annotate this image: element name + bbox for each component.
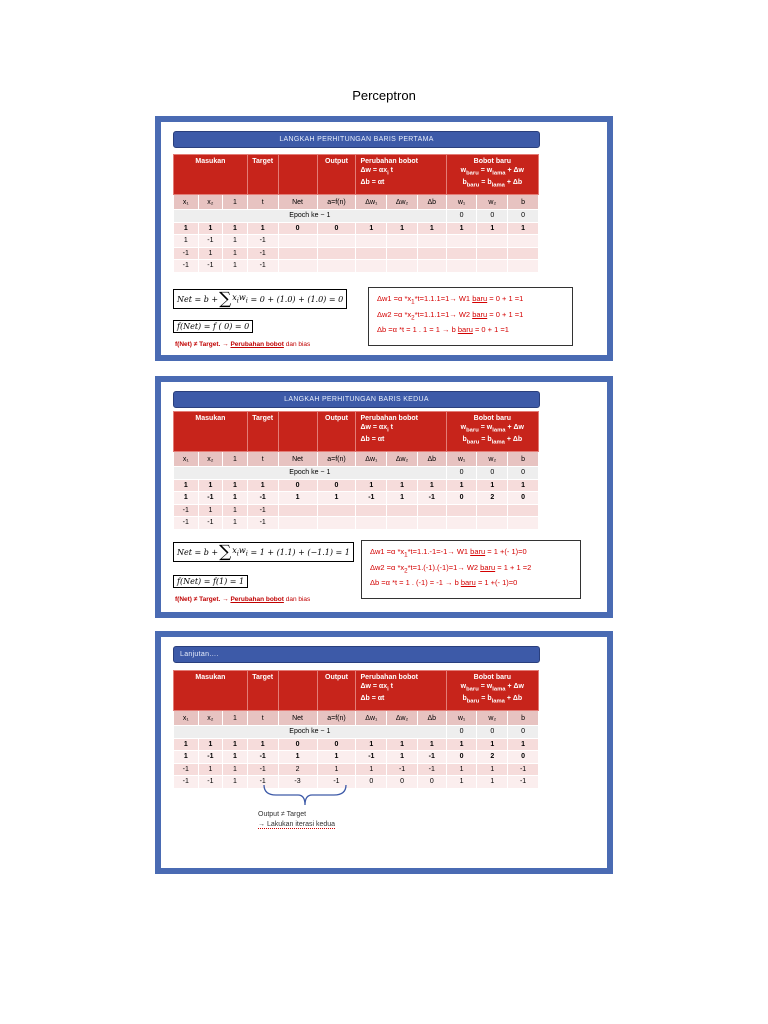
- table-cell: [417, 260, 446, 273]
- table-cell: 1: [387, 751, 418, 764]
- subheader-cell: Δb: [417, 711, 446, 726]
- table-cell: [387, 260, 418, 273]
- table-cell: 1: [446, 738, 477, 751]
- init-weight: 0: [477, 210, 508, 223]
- table-cell: [278, 247, 317, 260]
- table-cell: [477, 235, 508, 248]
- subheader-row: [174, 711, 539, 726]
- table-cell: 1: [317, 763, 356, 776]
- table-cell: 1: [174, 479, 199, 492]
- update-line: Δw1 =α $*x_1*t=1.1.1=1\to W1$ baru = 0 + 1 =1: [377, 294, 524, 306]
- subheader-cell: x₂: [198, 711, 223, 726]
- table-cell: 1: [198, 479, 223, 492]
- table-cell: 1: [174, 738, 199, 751]
- subheader-cell: x₁: [174, 452, 199, 467]
- table-cell: -1: [174, 776, 199, 789]
- table-cell: 1: [198, 247, 223, 260]
- col-target: Target: [247, 155, 278, 195]
- table-cell: [356, 247, 387, 260]
- col-target: Target: [247, 412, 278, 452]
- activation-formula: f(Net) = f(1) = 1: [173, 575, 248, 588]
- slide-continued: [155, 631, 613, 874]
- subheader-cell: b: [508, 711, 539, 726]
- subheader-cell: x₁: [174, 711, 199, 726]
- subheader-cell: t: [247, 711, 278, 726]
- subheader-cell: x₂: [198, 195, 223, 210]
- table-cell: [317, 247, 356, 260]
- table-cell: -3: [278, 776, 317, 789]
- header-row: [174, 412, 539, 452]
- table-cell: [477, 504, 508, 517]
- table-cell: 1: [356, 222, 387, 235]
- table-cell: -1: [417, 751, 446, 764]
- table-cell: [278, 260, 317, 273]
- subheader-cell: Δw₁: [356, 711, 387, 726]
- brace-icon: [262, 783, 348, 807]
- table-cell: -1: [198, 235, 223, 248]
- table-cell: [446, 504, 477, 517]
- slide-row-one: [155, 116, 613, 361]
- table-cell: 1: [174, 235, 199, 248]
- table-cell: 1: [223, 763, 248, 776]
- table-cell: -1: [247, 492, 278, 505]
- subheader-cell: Net: [278, 452, 317, 467]
- computation-table: [173, 154, 539, 273]
- table-cell: 1: [317, 751, 356, 764]
- table-cell: 0: [356, 776, 387, 789]
- col-masukan: Masukan: [174, 412, 248, 452]
- table-cell: -1: [317, 776, 356, 789]
- table-cell: [356, 504, 387, 517]
- table-cell: 1: [356, 763, 387, 776]
- subheader-cell: Net: [278, 195, 317, 210]
- subheader-cell: Net: [278, 711, 317, 726]
- table-cell: 1: [198, 738, 223, 751]
- table-cell: -1: [417, 492, 446, 505]
- table-cell: 1: [387, 492, 418, 505]
- computation-table: [173, 411, 539, 530]
- table-row: [174, 517, 539, 530]
- activation-formula: f(Net) = f ( 0) = 0: [173, 320, 253, 333]
- table-cell: 1: [223, 517, 248, 530]
- init-weight: 0: [446, 210, 477, 223]
- table-cell: [446, 247, 477, 260]
- subheader-cell: a=f(n): [317, 195, 356, 210]
- table-cell: -1: [198, 260, 223, 273]
- slide-banner: LANGKAH PERHITUNGAN BARIS KEDUA: [173, 391, 540, 408]
- col-perubahan: Perubahan bobot $\Delta w = \alpha x_i$ t Δb = αt: [356, 671, 446, 711]
- table-cell: 1: [223, 479, 248, 492]
- epoch-label: Epoch ke − 1: [174, 726, 447, 739]
- table-cell: [508, 504, 539, 517]
- table-cell: 0: [278, 222, 317, 235]
- init-weight: 0: [477, 467, 508, 480]
- table-cell: 1: [317, 492, 356, 505]
- table-cell: -1: [356, 492, 387, 505]
- table-cell: -1: [198, 751, 223, 764]
- table-cell: 0: [387, 776, 418, 789]
- table-cell: [356, 517, 387, 530]
- table-cell: 1: [247, 222, 278, 235]
- table-cell: -1: [387, 763, 418, 776]
- subheader-cell: a=f(n): [317, 452, 356, 467]
- subheader-cell: w₁: [446, 452, 477, 467]
- target-note: f(Net) ≠ Target. → Perubahan bobot dan bias: [175, 596, 311, 603]
- table-cell: [387, 247, 418, 260]
- table-cell: 1: [223, 235, 248, 248]
- table-cell: 1: [387, 222, 418, 235]
- table-row: [174, 247, 539, 260]
- table-cell: [446, 260, 477, 273]
- table-row: [174, 235, 539, 248]
- table-cell: 1: [223, 504, 248, 517]
- weight-update-box: [368, 287, 573, 346]
- table-cell: 1: [446, 763, 477, 776]
- table-cell: -1: [174, 247, 199, 260]
- subheader-cell: 1: [223, 195, 248, 210]
- epoch-label: Epoch ke − 1: [174, 210, 447, 223]
- table-cell: 1: [508, 738, 539, 751]
- table-cell: 1: [417, 222, 446, 235]
- header-row: [174, 155, 539, 195]
- table-cell: 2: [278, 763, 317, 776]
- update-line: Δw2 =α $*x_2*t=1.(-1).(-1)=1\to W2$ baru = 1 + 1 =2: [370, 562, 532, 574]
- subheader-cell: Δb: [417, 195, 446, 210]
- table-cell: 1: [198, 222, 223, 235]
- update-line: Δb =α *t = 1 . (-1) = -1 → b baru = 1 +(- 1)=0: [370, 578, 518, 587]
- col-empty: [278, 671, 317, 711]
- table-cell: [317, 517, 356, 530]
- init-weight: 0: [508, 726, 539, 739]
- subheader-cell: 1: [223, 711, 248, 726]
- table-cell: [477, 247, 508, 260]
- init-weight: 0: [508, 467, 539, 480]
- table-cell: 1: [278, 751, 317, 764]
- subheader-cell: x₁: [174, 195, 199, 210]
- table-cell: -1: [174, 504, 199, 517]
- subheader-cell: t: [247, 452, 278, 467]
- table-cell: 1: [223, 260, 248, 273]
- table-cell: 1: [446, 222, 477, 235]
- epoch-row: [174, 210, 539, 223]
- table-cell: [417, 504, 446, 517]
- table-cell: 1: [508, 222, 539, 235]
- table-cell: -1: [508, 776, 539, 789]
- table-cell: 0: [446, 492, 477, 505]
- col-perubahan: Perubahan bobot $\Delta w = \alpha x_i$ t Δb = αt: [356, 412, 446, 452]
- table-cell: 0: [417, 776, 446, 789]
- table-cell: 1: [477, 776, 508, 789]
- table-cell: 1: [223, 492, 248, 505]
- subheader-cell: x₂: [198, 452, 223, 467]
- table-cell: -1: [356, 751, 387, 764]
- table-cell: 1: [247, 738, 278, 751]
- init-weight: 0: [477, 726, 508, 739]
- table-cell: -1: [417, 763, 446, 776]
- subheader-cell: a=f(n): [317, 711, 356, 726]
- subheader-row: [174, 452, 539, 467]
- table-cell: 0: [278, 738, 317, 751]
- table-cell: [508, 260, 539, 273]
- slide-row-two: [155, 376, 613, 618]
- subheader-cell: Δw₁: [356, 195, 387, 210]
- table-cell: 1: [387, 738, 418, 751]
- table-cell: 1: [278, 492, 317, 505]
- subheader-cell: w₂: [477, 195, 508, 210]
- subheader-cell: b: [508, 452, 539, 467]
- table-cell: 1: [356, 738, 387, 751]
- table-cell: [446, 517, 477, 530]
- net-formula: Net = b + ∑ $x_iw_i$ = 0 + (1.0) + (1.0) = 0: [173, 289, 347, 309]
- col-empty: [278, 155, 317, 195]
- table-cell: [387, 504, 418, 517]
- subheader-cell: Δw₂: [387, 711, 418, 726]
- table-cell: [477, 260, 508, 273]
- subheader-cell: Δw₁: [356, 452, 387, 467]
- table-cell: 0: [278, 479, 317, 492]
- table-cell: 0: [508, 751, 539, 764]
- table-cell: 1: [198, 504, 223, 517]
- table-cell: [477, 517, 508, 530]
- table-cell: 1: [477, 222, 508, 235]
- table-cell: 1: [508, 479, 539, 492]
- table-row: [174, 492, 539, 505]
- table-cell: 1: [417, 738, 446, 751]
- epoch-label: Epoch ke − 1: [174, 467, 447, 480]
- col-output: Output: [317, 155, 356, 195]
- computation-table: [173, 670, 539, 789]
- table-cell: 1: [477, 738, 508, 751]
- table-cell: 1: [174, 222, 199, 235]
- init-weight: 0: [446, 467, 477, 480]
- slide-banner: LANGKAH PERHITUNGAN BARIS PERTAMA: [173, 131, 540, 148]
- target-note: f(Net) ≠ Target. → Perubahan bobot dan bias: [175, 341, 311, 348]
- table-cell: [278, 235, 317, 248]
- table-cell: 1: [174, 751, 199, 764]
- table-cell: -1: [508, 763, 539, 776]
- table-cell: -1: [247, 751, 278, 764]
- subheader-cell: w₁: [446, 195, 477, 210]
- table-cell: 1: [417, 479, 446, 492]
- table-cell: -1: [247, 776, 278, 789]
- table-row: [174, 738, 539, 751]
- epoch-row: [174, 467, 539, 480]
- subheader-cell: b: [508, 195, 539, 210]
- table-cell: [417, 235, 446, 248]
- table-cell: -1: [198, 776, 223, 789]
- page-title: Perceptron: [352, 88, 416, 103]
- table-cell: -1: [174, 260, 199, 273]
- table-cell: 1: [174, 492, 199, 505]
- table-cell: [446, 235, 477, 248]
- table-cell: 1: [356, 479, 387, 492]
- table-cell: -1: [247, 763, 278, 776]
- brace-caption: Output ≠ Target → Lakukan iterasi kedua: [258, 811, 336, 828]
- col-target: Target: [247, 671, 278, 711]
- table-cell: 0: [446, 751, 477, 764]
- table-cell: -1: [174, 517, 199, 530]
- table-row: [174, 763, 539, 776]
- table-cell: -1: [174, 763, 199, 776]
- table-row: [174, 479, 539, 492]
- col-perubahan: Perubahan bobot $\Delta w = \alpha x_i$ t Δb = αt: [356, 155, 446, 195]
- table-cell: [317, 260, 356, 273]
- table-row: [174, 751, 539, 764]
- table-cell: -1: [198, 517, 223, 530]
- table-cell: 0: [317, 738, 356, 751]
- subheader-cell: 1: [223, 452, 248, 467]
- subheader-cell: Δw₂: [387, 195, 418, 210]
- col-bobot: Bobot baru $w_{baru} = w_{lama} + \Delta w$ $b_{baru} = b_{lama} + \Delta b$: [446, 155, 538, 195]
- subheader-cell: w₂: [477, 711, 508, 726]
- subheader-cell: Δw₂: [387, 452, 418, 467]
- table-cell: [508, 517, 539, 530]
- table-cell: 0: [508, 492, 539, 505]
- table-cell: 1: [446, 776, 477, 789]
- col-masukan: Masukan: [174, 671, 248, 711]
- table-cell: -1: [247, 247, 278, 260]
- table-cell: 0: [317, 222, 356, 235]
- table-row: [174, 504, 539, 517]
- table-cell: [508, 235, 539, 248]
- update-line: Δw1 =α $*x_1*t=1.1.-1=-1\to W1$ baru = 1 +(- 1)=0: [370, 547, 527, 559]
- table-cell: [317, 235, 356, 248]
- table-cell: [356, 235, 387, 248]
- table-cell: 1: [446, 479, 477, 492]
- table-cell: [417, 247, 446, 260]
- table-row: [174, 222, 539, 235]
- table-cell: 1: [223, 738, 248, 751]
- table-cell: -1: [247, 517, 278, 530]
- table-cell: 1: [223, 222, 248, 235]
- subheader-row: [174, 195, 539, 210]
- table-cell: 1: [477, 763, 508, 776]
- table-cell: 2: [477, 492, 508, 505]
- table-cell: [417, 517, 446, 530]
- col-bobot: Bobot baru $w_{baru} = w_{lama} + \Delta w$ $b_{baru} = b_{lama} + \Delta b$: [446, 671, 538, 711]
- table-cell: 2: [477, 751, 508, 764]
- table-cell: 1: [223, 751, 248, 764]
- table-cell: [508, 247, 539, 260]
- update-line: Δb =α *t = 1 . 1 = 1 → b baru = 0 + 1 =1: [377, 325, 509, 334]
- col-output: Output: [317, 671, 356, 711]
- table-cell: [356, 260, 387, 273]
- subheader-cell: Δb: [417, 452, 446, 467]
- init-weight: 0: [446, 726, 477, 739]
- subheader-cell: t: [247, 195, 278, 210]
- col-bobot: Bobot baru $w_{baru} = w_{lama} + \Delta w$ $b_{baru} = b_{lama} + \Delta b$: [446, 412, 538, 452]
- col-output: Output: [317, 412, 356, 452]
- table-cell: 1: [387, 479, 418, 492]
- table-cell: 1: [477, 479, 508, 492]
- epoch-row: [174, 726, 539, 739]
- table-cell: 1: [247, 479, 278, 492]
- slide-banner: Lanjutan….: [173, 646, 540, 663]
- subheader-cell: w₂: [477, 452, 508, 467]
- header-row: [174, 671, 539, 711]
- table-cell: -1: [198, 492, 223, 505]
- table-cell: 1: [223, 247, 248, 260]
- table-cell: 1: [223, 776, 248, 789]
- table-cell: [387, 517, 418, 530]
- table-cell: -1: [247, 504, 278, 517]
- init-weight: 0: [508, 210, 539, 223]
- table-cell: [278, 504, 317, 517]
- table-cell: 1: [198, 763, 223, 776]
- table-cell: [278, 517, 317, 530]
- table-row: [174, 776, 539, 789]
- update-line: Δw2 =α $*x_2*t=1.1.1=1\to W2$ baru = 0 + 1 =1: [377, 309, 524, 321]
- table-cell: -1: [247, 260, 278, 273]
- table-cell: [317, 504, 356, 517]
- subheader-cell: w₁: [446, 711, 477, 726]
- col-masukan: Masukan: [174, 155, 248, 195]
- net-formula: Net = b + ∑ $x_iw_i$ = 1 + (1.1) + (−1.1) = 1: [173, 542, 354, 562]
- table-cell: [387, 235, 418, 248]
- table-cell: -1: [247, 235, 278, 248]
- col-empty: [278, 412, 317, 452]
- table-cell: 0: [317, 479, 356, 492]
- table-row: [174, 260, 539, 273]
- weight-update-box: [361, 540, 581, 599]
